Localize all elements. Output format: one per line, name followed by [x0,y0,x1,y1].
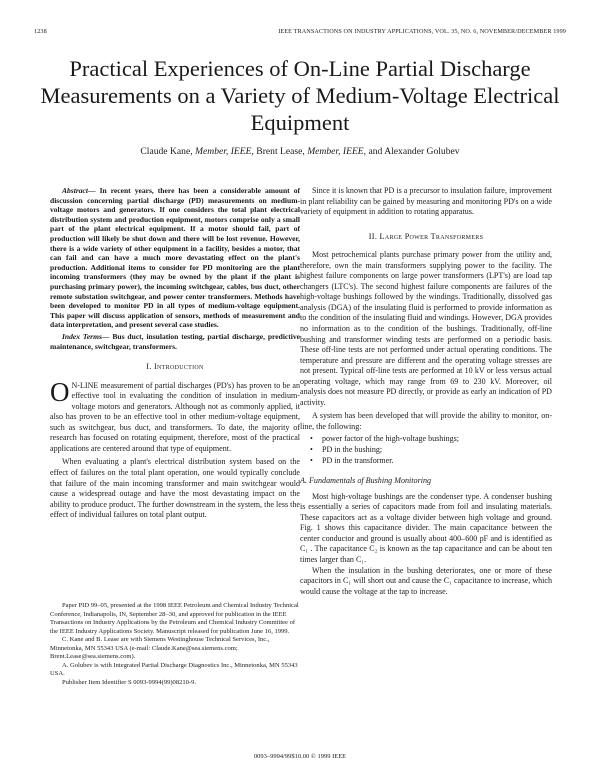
footnote-kane-lease: C. Kane and B. Lease are with Siemens Westinghouse Technical Services, Inc., Minnetonka, MN 55343 USA (e-mail: Claude.Kane@sea.siemens.com; Brent.Lease@sea.siemens.com). [50,636,270,660]
right-paragraph-1: Since it is known that PD is a precursor to insulation failure, improvement in plant reliability can be gained by measuring and monitoring PD's on a wide variety of equipment in addition to rotating apparatus. [300,186,552,217]
journal-header: IEEE TRANSACTIONS ON INDUSTRY APPLICATIONS, VOL. 35, NO. 6, NOVEMBER/DECEMBER 1999 [278,28,566,35]
abstract-text: In recent years, there has been a considerable amount of discussion concerning partial discharge (PD) measurements on medium-voltage motors and generators. If one considers the total plant electrical distribution system and production equipment, motors comprise only a small part of the plant electrical equipment. If a motor should fail, part of production will likely be shut down and there will be lost revenue. However, there is a wide variety of other equipment in a facility, besides a motor, that can fail and can have a much more devastating effect on the plant's production. Additional items to consider for PD monitoring are the plant incoming transformers (they may be owned by the plant if the plant is purchasing primary power), the incoming switchgear, cables, bus duct, other remote substation switchgear, and power center transformers. Methods have been developed to monitor PD in all types of medium-voltage equipment. This paper will discuss application of sensors, methods of measurement and data interpretation, and present several case studies. [50,186,300,330]
running-header [34,28,566,40]
right-column [300,186,552,597]
author-3: and Alexander Golubev [368,146,460,157]
copyright-footer: 0093–9994/99$10.00 © 1999 IEEE [253,753,347,760]
author-2: Brent Lease, [256,146,305,157]
transformers-paragraph-1: Most petrochemical plants purchase primary power from the utility and, therefore, own the main transformers supplying power to the facility. The highest failure components on large power transformers (LPT's) are load tap changers (LTC's). The second highest failure components are failures of the high-voltage bushings followed by the windings. Traditionally, dissolved gas analysis (DGA) of the insulating fluid is performed to provide information as to the condition of the insulating fluid and windings. However, DGA provides no information as to the condition of the bushings. Traditionally, off-line bushing and transformer winding tests are performed on a periodic basis. These off-line tests are not performed under actual operating conditions. The temperature and pressure are different and the operating voltage stresses are not present. Typical off-line tests are performed at 10 kV or less versus actual operating voltage, which may range from 69 to 230 kV. Moreover, oil analysis does not measure PD directly, or provide as early an indication of PD activity. [300,250,552,407]
intro-paragraph-2: When evaluating a plant's electrical distribution system based on the effect of failures on the total plant operation, one would typically conclude that failure of the main incoming transformer and main switchgear would cause a widespread outage and have the most devastating impact on the ability to produce product. The further downstream in the system, the less the effect of individual failures on total plant output. [50,457,300,520]
list-item: • PD in the bushing; [322,445,552,456]
author-1-role: Member, IEEE, [195,146,254,157]
list-item: • power factor of the high-voltage bushings; [322,434,552,445]
intro-paragraph-1-text: N-LINE measurement of partial discharges (PD's) has proven to be an effective tool in evaluating the condition of insulation in medium-voltage motors and generators. Although not as commonly applied, it also has proven to be an effective tool in other medium-voltage equipment, such as switchgear, bus duct, and transformers. To date, the majority of research has focused on rotating equipment, therefore, most of the practical applications are centered around that type of equipment. [50,380,300,453]
intro-paragraph-1 [50,376,300,455]
drop-cap: O [50,376,70,407]
footnote-paper-info: Paper PID 99–05, presented at the 1998 IEEE Petroleum and Chemical Industry Technical Conference, Indianapolis, IN, September 28–30, and approved for publication in the IEEE Transactions on Industry Applications by the Petroleum and Chemical Industry Committee of the IEEE Industry Applications Society. Manuscript released for publication June 16, 1999. [50,602,299,635]
subsection-heading-bushing-monitoring: A. Fundamentals of Bushing Monitoring [300,476,432,486]
page-number: 1238 [34,28,47,35]
bushing-paragraph-2: When the insulation in the bushing deteriorates, one or more of these capacitors in C₁ will short out and cause the C₁ capacitance to increase, which would cause the voltage at the tap to increase. [300,565,552,596]
section-heading-transformers: II. Large Power Transformers [368,231,484,241]
index-terms [50,332,300,351]
footnotes [50,602,300,687]
footnote-publisher-id: Publisher Item Identifier S 0093-9994(99)08210-9. [62,678,197,686]
footnote-golubev: A. Golubev is with Integrated Partial Discharge Diagnostics Inc., Minnetonka, MN 55343 USA. [50,661,298,677]
transformers-paragraph-2: A system has been developed that will provide the ability to monitor, on-line, the following: [300,411,552,431]
abstract-label: Abstract— [62,186,96,195]
paper-title: Practical Experiences of On-Line Partial Discharge Measurements on a Variety of Medium-Voltage Electrical Equipment [40,56,560,135]
left-column [50,186,300,521]
monitoring-list [300,434,552,466]
author-line [30,146,570,157]
section-heading-introduction: I. Introduction [146,362,204,372]
author-1: Claude Kane, [140,146,193,157]
index-terms-label: Index Terms— [62,331,110,341]
abstract [50,186,300,330]
bushing-paragraph-1: Most high-voltage bushings are the condenser type. A condenser bushing is essentially a series of capacitors made from foil and insulating materials. These capacitors act as a voltage divider between high voltage and ground. Fig. 1 shows this capacitance divider. The main capacitance between the center conductor and ground is usually about 400–600 pF and is identified as C₁ . The capacitance C₂ is known as the tap capacitance and can be about ten times larger than C₁. [300,491,552,564]
author-2-role: Member, IEEE, [307,146,367,157]
list-item: • PD in the transformer. [322,456,552,467]
index-terms-text: Bus duct, insulation testing, partial discharge, predictive maintenance, switchgear, transformers. [50,331,300,351]
